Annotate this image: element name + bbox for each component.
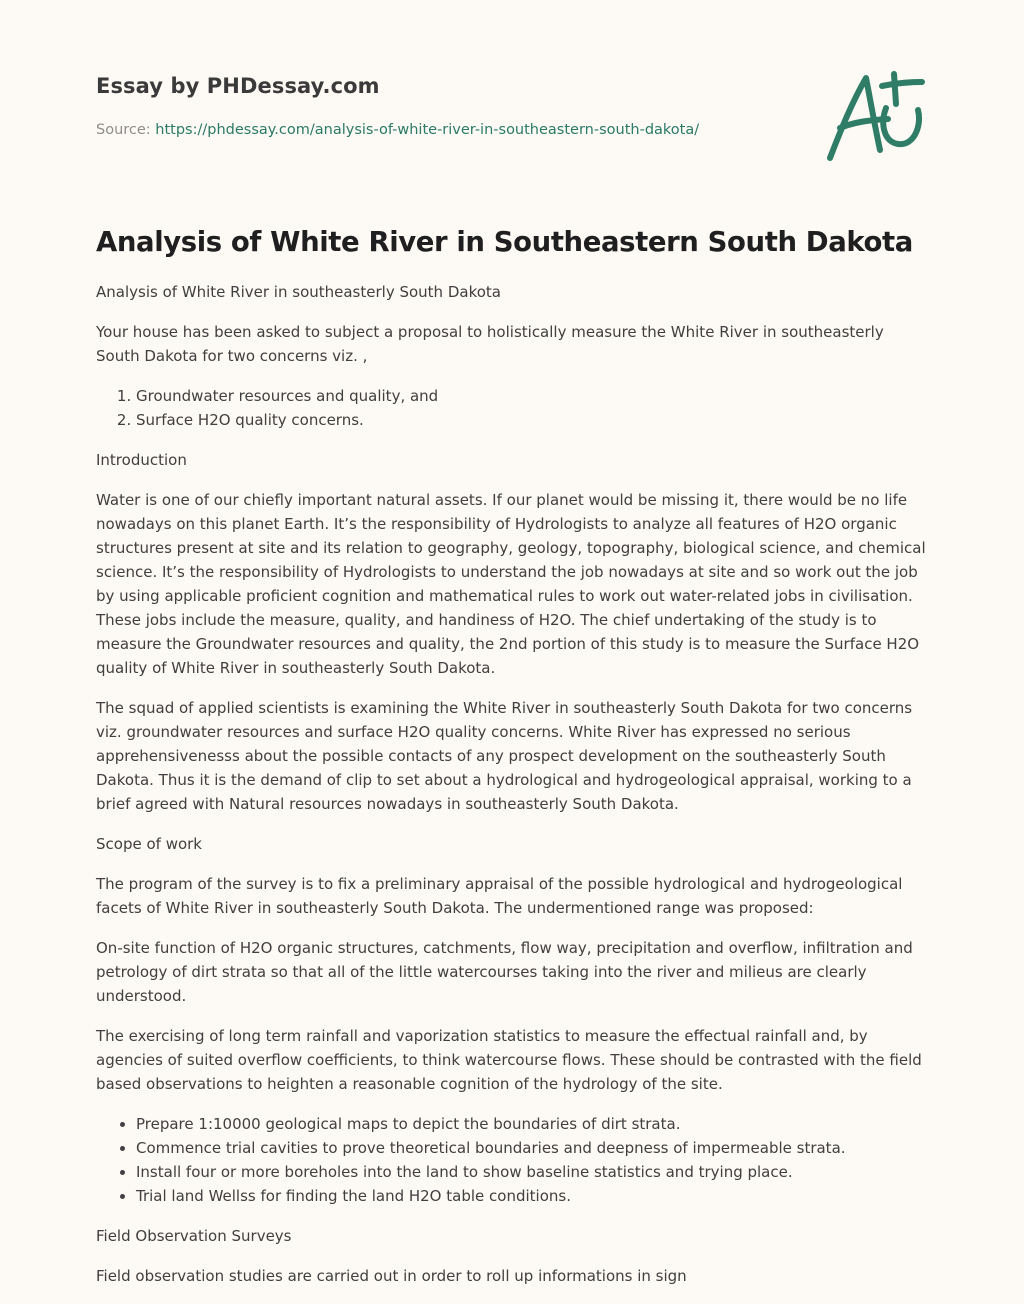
list-item: • Prepare 1:10000 geological maps to depict the boundaries of dirt strata. [136, 1112, 928, 1136]
source-label: Source: [96, 122, 151, 138]
section-heading-field: Field Observation Surveys [96, 1227, 292, 1245]
concerns-list [96, 384, 928, 432]
a-plus-grade-icon [818, 62, 930, 166]
brand-title: Essay by PHDessay.com [96, 74, 380, 98]
exercising-paragraph: The exercising of long term rainfall and vaporization statistics to measure the effectual rainfall and, by agencies of suited overflow coefficients, to think watercourse flows. These should be contrasted with the field based observations to heighten a reasonable cognition of the hydrology of the site. [96, 1027, 922, 1093]
page-header [96, 74, 796, 138]
list-item: • Commence trial cavities to prove theoretical boundaries and deepness of impermeable strata. [136, 1136, 928, 1160]
article-body [96, 226, 928, 1304]
program-paragraph: The program of the survey is to fix a preliminary appraisal of the possible hydrological and hydrogeological facets of White River in southeasterly South Dakota. The undermentioned range was proposed: [96, 875, 903, 917]
source-line [96, 122, 796, 138]
list-item: • Trial land Wellss for finding the land H2O table conditions. [136, 1184, 928, 1208]
article-title: Analysis of White River in Southeastern South Dakota [96, 226, 913, 258]
field-paragraph: Field observation studies are carried out in order to roll up informations in sign [96, 1267, 687, 1285]
intro-paragraph: Your house has been asked to subject a proposal to holistically measure the White River in southeasterly South Dakota for two concerns viz. , [96, 323, 884, 365]
section-heading-scope: Scope of work [96, 835, 202, 853]
squad-paragraph: The squad of applied scientists is examining the White River in southeasterly South Dakota for two concerns viz. groundwater resources and surface H2O quality concerns. White River has expressed no serious apprehensivenesss about the possible contacts of any prospect development on the southeasterly South Dakota. Thus it is the demand of clip to set about a hydrological and hydrogeological appraisal, working to a brief agreed with Natural resources nowadays in southeasterly South Dakota. [96, 699, 913, 813]
source-link[interactable]: https://phdessay.com/analysis-of-white-river-in-southeastern-south-dakota/ [155, 122, 700, 138]
introduction-paragraph: Water is one of our chiefly important natural assets. If our planet would be missing it, there would be no life nowadays on this planet Earth. It’s the responsibility of Hydrologists to analyze all features of H2O organic structures present at site and its relation to geography, geology, topography, biological science, and chemical science. It’s the responsibility of Hydrologists to understand the job nowadays at site and so work out the job by using applicable proficient cognition and mathematical rules to work out water-related jobs in civilisation. These jobs include the measure, quality, and handiness of H2O. The chief undertaking of the study is to measure the Groundwater resources and quality, the 2nd portion of this study is to measure the Surface H2O quality of White River in southeasterly South Dakota. [96, 491, 926, 677]
list-item: • Install four or more boreholes into the land to show baseline statistics and trying place. [136, 1160, 928, 1184]
list-item: 1. Groundwater resources and quality, and [136, 384, 928, 408]
list-item: 2. Surface H2O quality concerns. [136, 408, 928, 432]
section-heading-introduction: Introduction [96, 451, 187, 469]
tasks-list [96, 1112, 928, 1208]
onsite-paragraph: On-site function of H2O organic structures, catchments, flow way, precipitation and overflow, infiltration and petrology of dirt strata so that all of the little watercourses taking into the river and milieus are clearly understood. [96, 939, 913, 1005]
article-subtitle: Analysis of White River in southeasterly South Dakota [96, 283, 501, 301]
